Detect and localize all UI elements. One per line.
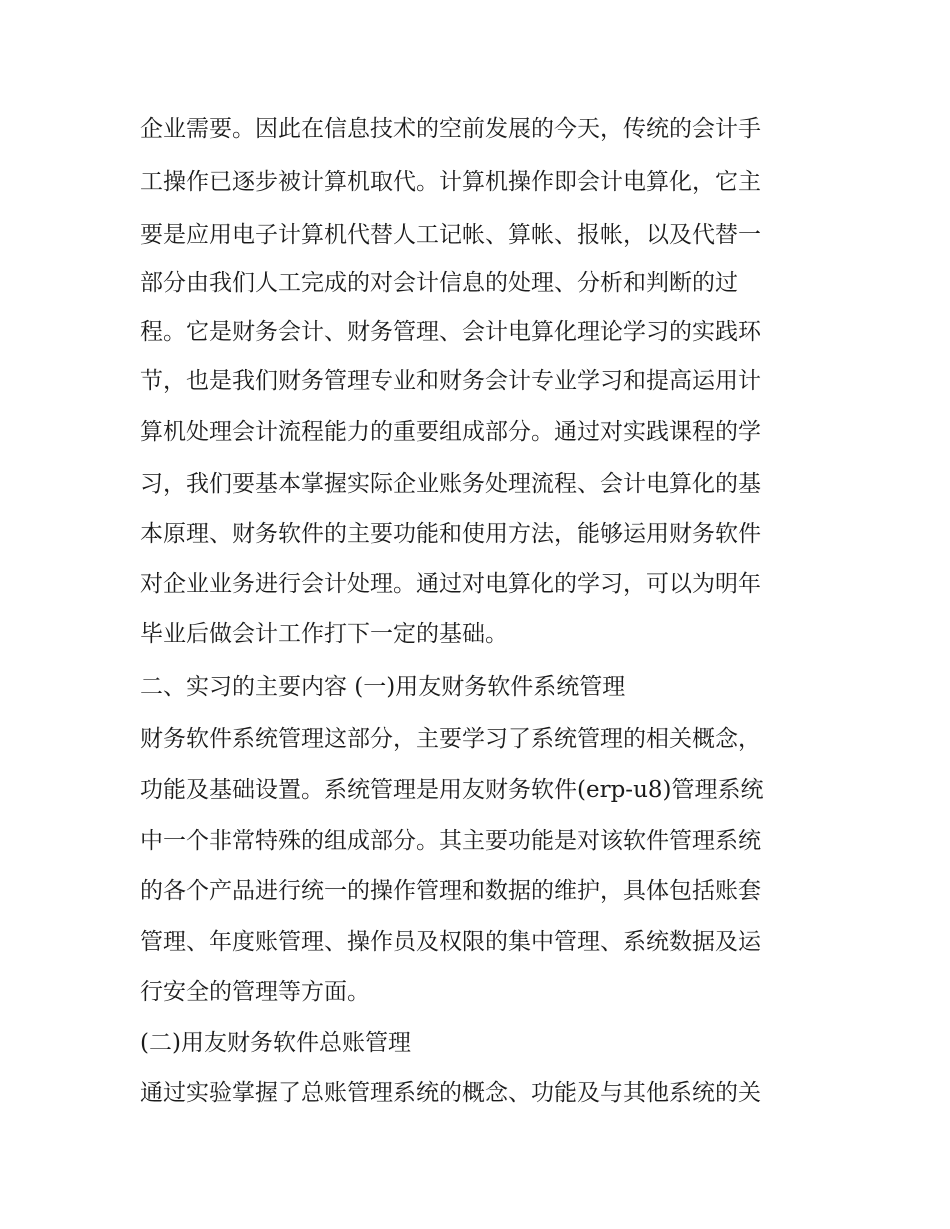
text-line: 功能及基础设置。系统管理是用友财务软件(erp-u8)管理系统	[140, 777, 764, 803]
text-line: 算机处理会计流程能力的重要组成部分。通过对实践课程的学	[140, 419, 761, 445]
text-line: 节，也是我们财务管理专业和财务会计专业学习和提高运用计	[140, 368, 761, 394]
text-line: 中一个非常特殊的组成部分。其主要功能是对该软件管理系统	[140, 828, 761, 854]
text-line: 程。它是财务会计、财务管理、会计电算化理论学习的实践环	[140, 319, 761, 345]
text-line: 对企业业务进行会计处理。通过对电算化的学习，可以为明年	[140, 571, 761, 597]
text-line: 毕业后做会计工作打下一定的基础。	[140, 621, 508, 647]
subsection-heading: (二)用友财务软件总账管理	[140, 1030, 411, 1056]
section-heading: 二、实习的主要内容 (一)用友财务软件系统管理	[140, 674, 626, 700]
text-line: 本原理、财务软件的主要功能和使用方法，能够运用财务软件	[140, 521, 761, 547]
text-line: 要是应用电子计算机代替人工记帐、算帐、报帐，以及代替一	[140, 222, 761, 248]
text-line: 通过实验掌握了总账管理系统的概念、功能及与其他系统的关	[140, 1080, 761, 1106]
text-line: 习，我们要基本掌握实际企业账务处理流程、会计电算化的基	[140, 471, 761, 497]
text-line: 工操作已逐步被计算机取代。计算机操作即会计电算化，它主	[140, 169, 761, 195]
text-line: 的各个产品进行统一的操作管理和数据的维护，具体包括账套	[140, 878, 761, 904]
text-line: 管理、年度账管理、操作员及权限的集中管理、系统数据及运	[140, 929, 761, 955]
text-line: 财务软件系统管理这部分，主要学习了系统管理的相关概念，	[140, 726, 761, 752]
text-line: 行安全的管理等方面。	[140, 979, 370, 1005]
text-line: 企业需要。因此在信息技术的空前发展的今天，传统的会计手	[140, 116, 761, 142]
text-line: 部分由我们人工完成的对会计信息的处理、分析和判断的过	[140, 270, 738, 296]
